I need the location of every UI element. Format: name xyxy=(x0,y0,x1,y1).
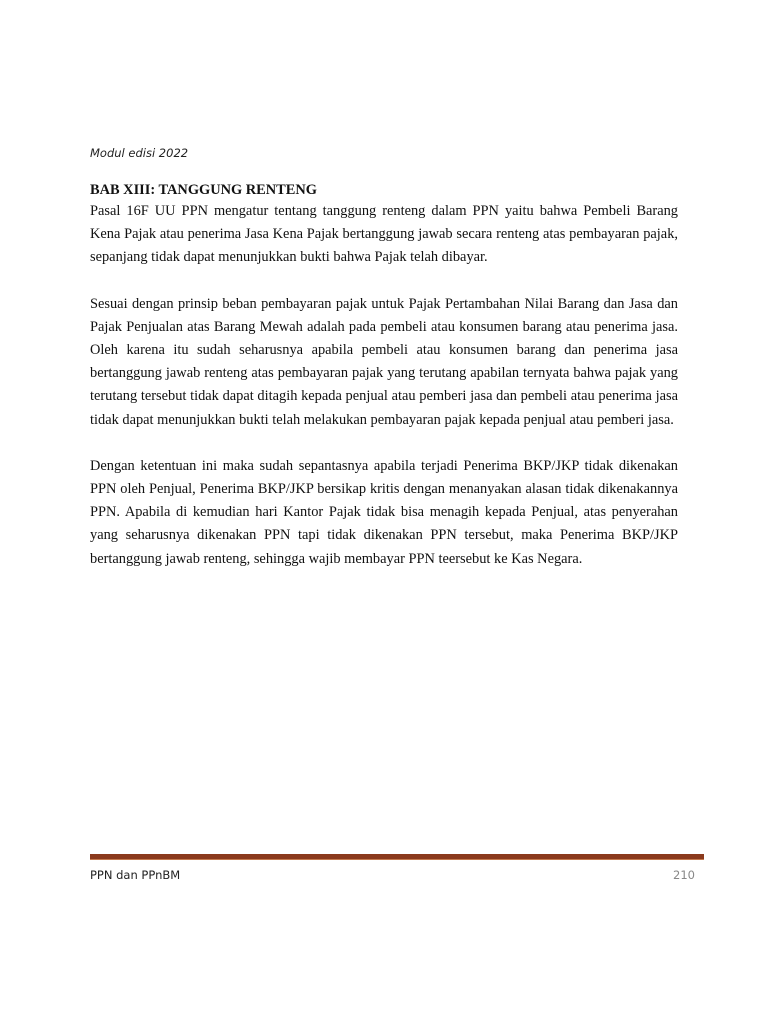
page-number: 210 xyxy=(673,868,695,882)
paragraph-1: Pasal 16F UU PPN mengatur tentang tanggung renteng dalam PPN yaitu bahwa Pembeli Barang Kena Pajak atau penerima Jasa Kena Pajak bertanggung jawab secara renteng atas pembayaran pajak, sepanjang tidak dapat menunjukkan bukti bahwa Pajak telah dibayar. xyxy=(90,203,678,266)
chapter-title: BAB XIII: TANGGUNG RENTENG xyxy=(90,182,317,198)
footer-title: PPN dan PPnBM xyxy=(90,868,181,882)
paragraph-3: Dengan ketentuan ini maka sudah sepantasnya apabila terjadi Penerima BKP/JKP tidak dikenakan PPN oleh Penjual, Penerima BKP/JKP bersikap kritis dengan menanyakan alasan tidak dikenakannya PPN. Apabila di kemudian hari Kantor Pajak tidak bisa menagih kepada Penjual, atas penyerahan yang seharusnya dikenakan PPN tapi tidak dikenakan PPN tersebut, maka Penerima BKP/JKP bertanggung jawab renteng, sehingga wajib membayar PPN teersebut ke Kas Negara. xyxy=(90,457,678,567)
edition-label: Modul edisi 2022 xyxy=(90,146,189,160)
paragraph-2: Sesuai dengan prinsip beban pembayaran pajak untuk Pajak Pertambahan Nilai Barang dan Jasa dan Pajak Penjualan atas Barang Mewah adalah pada pembeli atau konsumen barang atau penerima jasa. Oleh karena itu sudah seharusnya apabila pembeli atau konsumen barang dan penerima jasa bertanggung jawab renteng atas pembayaran pajak yang terutang apabilan ternyata bahwa pajak yang terutang tersebut tidak dapat ditagih kepada penjual atau pemberi jasa dan pembeli atau penerima jasa tidak dapat menunjukkan bukti telah melakukan pembayaran pajak kepada penjual atau pemberi jasa. xyxy=(90,295,678,428)
footer-divider-accent xyxy=(90,859,704,860)
document-body xyxy=(90,181,678,594)
